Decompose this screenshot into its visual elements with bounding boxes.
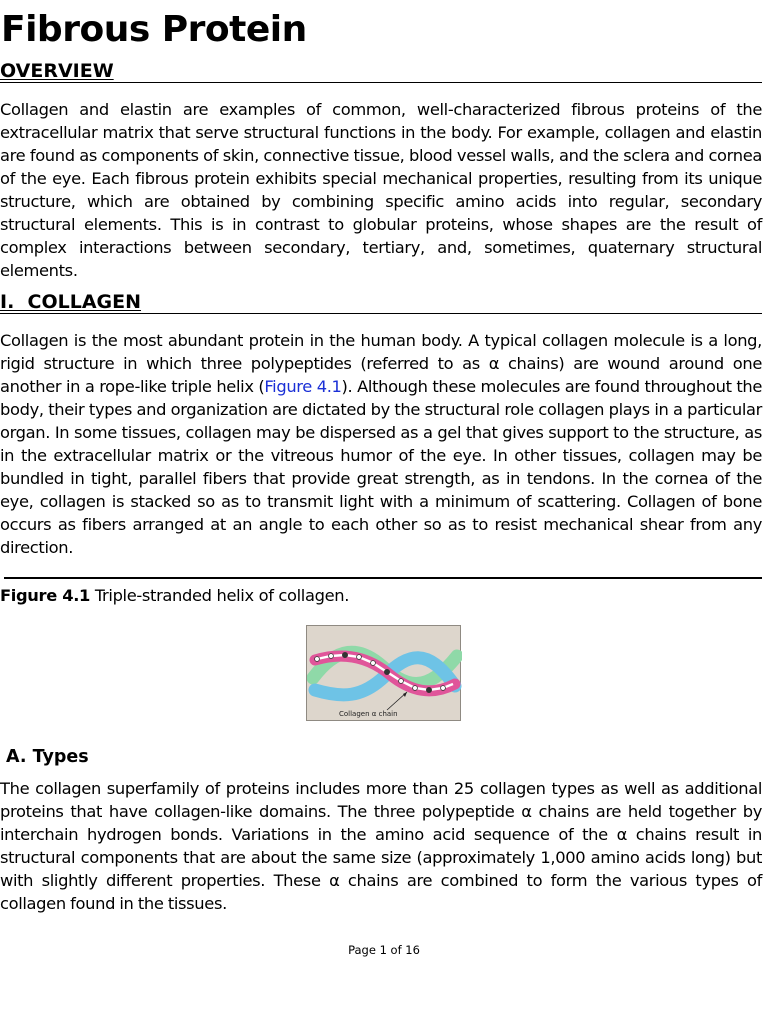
section-divider: [4, 577, 762, 579]
collagen-heading: [0, 291, 762, 314]
collagen-paragraph: [0, 329, 762, 559]
collagen-text-start: Collagen is the most abundant protein in the human body. A typical collagen molecule is a long, rigid structure in which three polypeptides (referred to as α chains) are wound around one another in a rope-like triple helix (: [0, 331, 762, 396]
overview-paragraph: Collagen and elastin are examples of common, well-characterized fibrous proteins of the extracellular matrix that serve structural functions in the body. For example, collagen and elastin are found as components of skin, connective tissue, blood vessel walls, and the sclera and cornea of the eye. Each fibrous protein exhibits special mechanical properties, resulting from its unique structure, which are obtained by combining specific amino acids into regular, secondary structural elements. This is in contrast to globular proteins, whose shapes are the result of complex interactions between secondary, tertiary, and, sometimes, quaternary structural elements.: [0, 100, 762, 280]
types-paragraph: The collagen superfamily of proteins includes more than 25 collagen types as well as additional proteins that have collagen-like domains. The three polypeptide α chains are held together by interchain hydrogen bonds. Variations in the amino acid sequence of the α chains result in structural components that are about the same size (approximately 1,000 amino acids long) but with slightly different properties. These α chains are combined to form the various types of collagen found in the tissues.: [0, 779, 762, 913]
figure-caption: [0, 584, 349, 608]
figure-caption-text: Triple-stranded helix of collagen.: [90, 586, 350, 605]
collagen-text-end: ). Although these molecules are found throughout the body, their types and organization are dictated by the structural role collagen plays in a particular organ. In some tissues, collagen may be dispersed as a gel that gives support to the structure, as in the extracellular matrix or the vitreous humor of the eye. In other tissues, collagen may be bundled in tight, parallel fibers that provide great strength, as in tendons. In the cornea of the eye, collagen is stacked so as to transmit light with a minimum of scattering. Collagen of bone occurs as fibers arranged at an angle to each other so as to resist mechanical shear from any direction.: [0, 377, 763, 557]
figure-caption-label: Figure 4.1: [0, 586, 91, 605]
figure-4-1-link[interactable]: Figure 4.1: [264, 377, 342, 396]
triple-helix-illustration: [307, 626, 462, 722]
page-number: Page 1 of 16: [348, 943, 420, 957]
label-pointer-arrowhead: [403, 692, 407, 697]
overview-heading: [0, 60, 762, 83]
collagen-helix-figure: [306, 625, 461, 721]
overview-heading-text: OVERVIEW: [0, 60, 114, 82]
collagen-chain-label: Collagen α chain: [339, 710, 398, 718]
collagen-heading-text: I. COLLAGEN: [0, 291, 142, 313]
page-title: Fibrous Protein: [1, 9, 307, 50]
types-heading: A. Types: [6, 747, 89, 767]
